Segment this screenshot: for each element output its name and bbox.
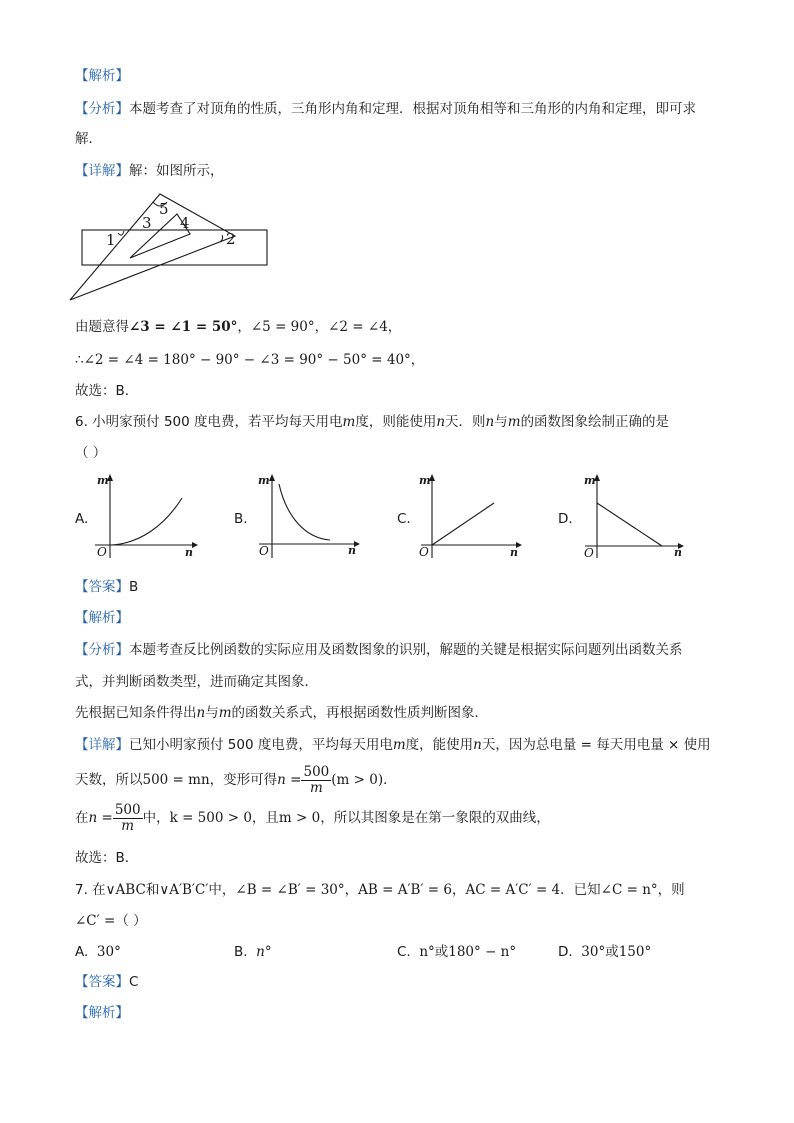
q6-option-c-label: C. bbox=[397, 511, 411, 527]
svg-text:n: n bbox=[510, 546, 518, 559]
q7-option-c: C. n°或180° − n° bbox=[397, 944, 517, 960]
q5-choose: 故选：B． bbox=[75, 383, 139, 399]
svg-text:O: O bbox=[584, 546, 594, 560]
q5-equation-1: 由题意得∠3 = ∠1 = 50°，∠5 = 90°，∠2 = ∠4， bbox=[75, 319, 402, 335]
q7-option-b: B. n° bbox=[234, 944, 272, 960]
svg-text:n: n bbox=[185, 546, 193, 559]
angle-arc-1 bbox=[118, 231, 124, 235]
q5-xiangjie-tag: 【详解】 bbox=[75, 163, 129, 179]
q6-xiangjie-line-3: 在n = $\frac{500}{m}$ 中，k = 500 > 0，且m > 0，所以其图象是在第一象限的双曲线， bbox=[75, 801, 550, 834]
svg-text:n: n bbox=[348, 544, 356, 557]
q6-fenxi-line-1: 【分析】本题考查反比例函数的实际应用及函数图象的识别，解题的关键是根据实际问题列出函数关系 bbox=[75, 642, 683, 658]
angle-label-3: 3 bbox=[142, 214, 152, 232]
angle-label-4: 4 bbox=[180, 214, 190, 232]
angle-label-2: 2 bbox=[226, 230, 236, 248]
q7-stem-line-1: 7. 在∨ABC和∨A′B′C′中，∠B = ∠B′ = 30°，AB = A′B′ = 6，AC = A′C′ = 4．已知∠C = n°，则 bbox=[75, 882, 685, 898]
q6-choose: 故选：B． bbox=[75, 850, 139, 866]
q5-fenxi-tag: 【分析】 bbox=[75, 101, 129, 117]
q6-stem-line-1: 6. 小明家预付 500 度电费，若平均每天用电m度，则能使用n天．则n与m的函数图象绘制正确的是 bbox=[75, 414, 670, 430]
q6-option-d-label: D. bbox=[558, 511, 573, 527]
svg-text:m: m bbox=[97, 474, 109, 487]
q5-triangle-ruler-figure bbox=[60, 186, 280, 306]
q6-answer: 【答案】B bbox=[75, 579, 139, 595]
q6-analysis-heading: 【解析】 bbox=[75, 610, 129, 626]
q6-xiangjie-line-1: 【详解】已知小明家预付 500 度电费，平均每天用电m度，能使用n天，因为总电量 = 每天用电量 × 使用 bbox=[75, 737, 711, 753]
fraction-500-over-m-2: $\frac{500}{m}$ bbox=[114, 801, 141, 834]
svg-text:O: O bbox=[259, 544, 269, 558]
q6-option-c-graph bbox=[416, 470, 526, 560]
svg-text:m: m bbox=[258, 474, 270, 487]
q6-stem-line-2: （ ） bbox=[75, 445, 107, 461]
angle-label-5: 5 bbox=[159, 200, 169, 218]
q6-option-a-label: A. bbox=[75, 511, 89, 527]
q6-option-d-graph bbox=[580, 470, 690, 560]
q7-analysis-heading: 【解析】 bbox=[75, 1005, 129, 1021]
q6-option-a-graph bbox=[90, 470, 200, 560]
q6-xiangjie-line-2: 天数，所以500 = mn，变形可得n = $\frac{500}{m}$ (m > 0)． bbox=[75, 763, 397, 796]
svg-text:m: m bbox=[419, 474, 431, 487]
q7-stem-line-2: ∠C′ =（ ） bbox=[75, 913, 147, 929]
svg-text:O: O bbox=[419, 545, 429, 559]
svg-text:m: m bbox=[584, 474, 596, 487]
q5-analysis-heading: 【解析】 bbox=[75, 68, 129, 84]
q6-option-b-graph bbox=[254, 470, 364, 560]
q5-fenxi-text: 本题考查了对顶角的性质，三角形内角和定理．根据对顶角相等和三角形的内角和定理，即可求 bbox=[129, 101, 696, 117]
q7-answer: 【答案】C bbox=[75, 974, 139, 990]
q6-fenxi-line-2: 式，并判断函数类型，进而确定其图象． bbox=[75, 674, 318, 690]
q7-option-a: A. 30° bbox=[75, 944, 121, 960]
svg-text:n: n bbox=[674, 546, 682, 559]
q5-xiangjie-line bbox=[75, 161, 224, 181]
q6-fenxi-line-3: 先根据已知条件得出n与m的函数关系式，再根据函数性质判断图象． bbox=[75, 705, 489, 721]
q5-xiangjie-text: 解：如图所示， bbox=[129, 163, 224, 179]
fraction-500-over-m: $\frac{500}{m}$ bbox=[303, 763, 330, 796]
q5-equation-2: ∴∠2 = ∠4 = 180° − 90° − ∠3 = 90° − 50° = 40°， bbox=[75, 352, 425, 368]
q5-fenxi-line-2: 解． bbox=[75, 131, 102, 147]
angle-label-1: 1 bbox=[106, 231, 116, 249]
q6-option-b-label: B. bbox=[234, 511, 248, 527]
q7-option-d: D. 30°或150° bbox=[558, 944, 652, 960]
svg-text:O: O bbox=[97, 545, 107, 559]
q5-fenxi-line-1 bbox=[75, 99, 696, 119]
large-triangle bbox=[70, 194, 235, 300]
